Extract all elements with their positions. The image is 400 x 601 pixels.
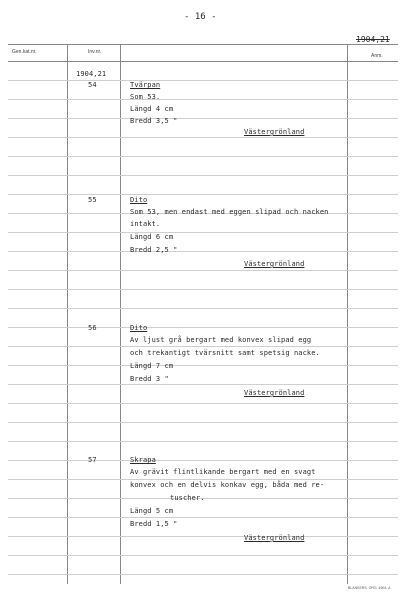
- entry-number: 56: [88, 324, 97, 332]
- column-header-gen-kat: Gen.kat.nr.: [12, 49, 37, 55]
- corner-catalog-number: 1904,21: [356, 35, 390, 44]
- ruled-line: [8, 137, 398, 138]
- ruled-line: [8, 308, 398, 309]
- printer-mark: BLANKERS. ORG. 4904. A: [348, 586, 391, 590]
- entry-title: Tvärpan: [130, 81, 161, 89]
- ruled-line: [8, 99, 398, 100]
- entry-line: Bredd 3,5 ": [130, 117, 178, 125]
- entry-region: Västergrönland: [244, 128, 305, 136]
- entry-line: Av grävit flintlikande bergart med en svagt: [130, 468, 316, 476]
- entry-number: 57: [88, 456, 97, 464]
- entry-line: Som 53, men endast med eggen slipad och nacken: [130, 208, 329, 216]
- ruled-line: [8, 118, 398, 119]
- entry-region: Västergrönland: [244, 389, 305, 397]
- entry-line: tuscher.: [170, 494, 205, 502]
- ruled-line: [8, 194, 398, 195]
- ruled-line: [8, 555, 398, 556]
- ruled-line: [8, 384, 398, 385]
- entry-number: 54: [88, 81, 97, 89]
- column-divider-1: [67, 44, 68, 584]
- ruled-line: [8, 403, 398, 404]
- ruled-line: [8, 422, 398, 423]
- ruled-line: [8, 346, 398, 347]
- ruled-line: [8, 517, 398, 518]
- ruled-line: [8, 156, 398, 157]
- page-number: - 16 -: [184, 12, 217, 22]
- entry-line: Längd 4 cm: [130, 105, 174, 113]
- entry-line: Bredd 3 ": [130, 375, 169, 383]
- column-divider-3: [347, 44, 348, 584]
- entry-region: Västergrönland: [244, 534, 305, 542]
- ruled-line: [8, 327, 398, 328]
- ruled-line: [8, 270, 398, 271]
- ruled-line: [8, 441, 398, 442]
- ruled-line: [8, 479, 398, 480]
- entry-line: Längd 6 cm: [130, 233, 174, 241]
- entry-line: Av ljust grå bergart med konvex slipad egg: [130, 336, 312, 344]
- column-header-inv: Inv.nr.: [88, 49, 102, 55]
- ruled-line: [8, 289, 398, 290]
- entry-line: Bredd 2,5 ": [130, 246, 178, 254]
- ruled-line: [8, 175, 398, 176]
- column-header-anm: Anm.: [371, 53, 383, 59]
- entry-region: Västergrönland: [244, 260, 305, 268]
- column-divider-2: [120, 44, 121, 584]
- ruled-line: [8, 232, 398, 233]
- entry-line: intakt.: [130, 220, 161, 228]
- ruled-line: [8, 536, 398, 537]
- entry-line: Bredd 1,5 ": [130, 520, 178, 528]
- ruled-line: [8, 80, 398, 81]
- entry-title: Dito: [130, 196, 148, 204]
- year-entry: 1904,21: [76, 70, 107, 78]
- entry-title: Dito: [130, 324, 148, 332]
- entry-title: Skrapa: [130, 456, 156, 464]
- entry-line: Längd 5 cm: [130, 507, 174, 515]
- entry-line: Som 53.: [130, 93, 161, 101]
- ruled-line: [8, 460, 398, 461]
- ruled-line: [8, 251, 398, 252]
- entry-line: Längd 7 cm: [130, 362, 174, 370]
- ruled-line: [8, 574, 398, 575]
- entry-number: 55: [88, 196, 97, 204]
- entry-line: och trekantigt tvärsnitt samt spetsig nacke.: [130, 349, 320, 357]
- ruled-line: [8, 365, 398, 366]
- entry-line: konvex och en delvis konkav egg, båda med re-: [130, 481, 325, 489]
